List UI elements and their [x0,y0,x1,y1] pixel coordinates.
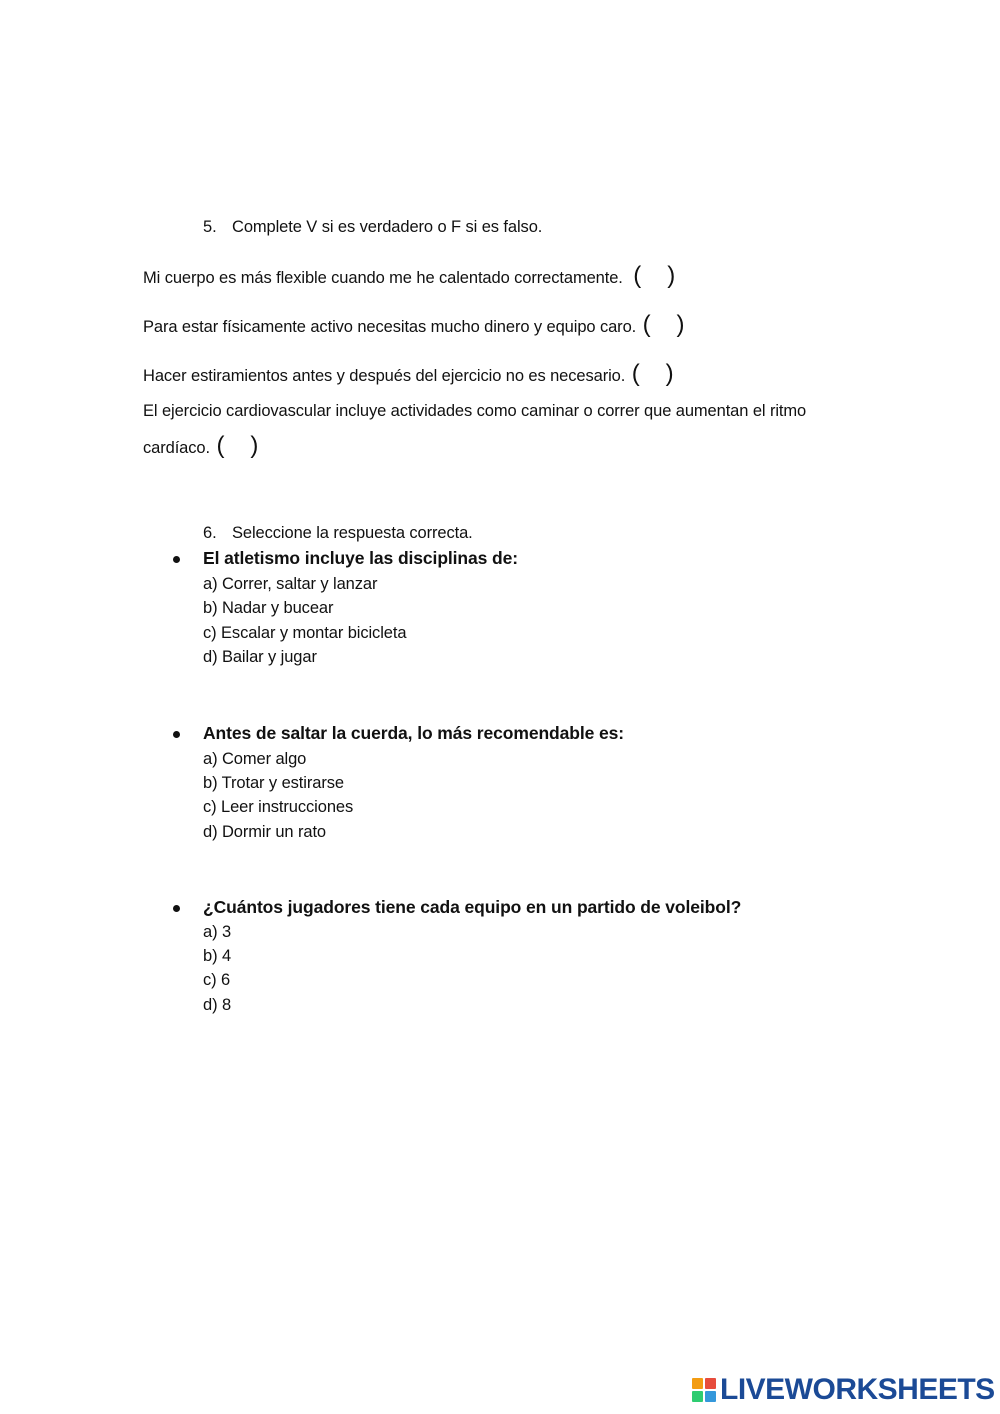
section-5-heading [203,218,542,237]
section-5-instruction: Complete V si es verdadero o F si es falso. [232,218,543,236]
tf-statement-3 [143,360,674,388]
q1-option-c[interactable]: c) Escalar y montar bicicleta [203,624,407,642]
liveworksheets-logo [692,1373,995,1407]
logo-square [692,1391,703,1402]
question-3: ¿Cuántos jugadores tiene cada equipo en un partido de voleibol? [203,897,742,917]
q2-option-d[interactable]: d) Dormir un rato [203,823,327,841]
logo-square [705,1378,716,1389]
answer-box-1[interactable]: ( ) [633,262,676,289]
q2-option-a[interactable]: a) Comer algo [203,750,307,768]
logo-square [705,1391,716,1402]
answer-box-2[interactable]: ( ) [642,311,685,338]
q1-option-a[interactable]: a) Correr, saltar y lanzar [203,575,378,593]
tf-statement-text: cardíaco. [143,439,210,457]
q1-option-d[interactable]: d) Bailar y jugar [203,648,317,666]
bullet [173,556,180,563]
tf-statement-text: Mi cuerpo es más flexible cuando me he calentado correctamente. [143,269,623,287]
logo-text: LIVEWORKSHEETS [720,1373,995,1406]
q3-option-b[interactable]: b) 4 [203,947,232,965]
tf-statement-2 [143,311,684,339]
tf-statement-4-line-2 [143,432,258,460]
answer-box-3[interactable]: ( ) [631,360,674,387]
section-6-heading [203,524,473,543]
section-5-number: 5. [203,218,217,236]
section-6-instruction: Seleccione la respuesta correcta. [232,524,473,542]
tf-statement-text: Hacer estiramientos antes y después del ejercicio no es necesario. [143,367,626,385]
q3-option-d[interactable]: d) 8 [203,996,232,1014]
q1-option-b[interactable]: b) Nadar y bucear [203,599,334,617]
q3-option-c[interactable]: c) 6 [203,971,231,989]
answer-box-4[interactable]: ( ) [216,432,259,459]
tf-statement-4-line-1: El ejercicio cardiovascular incluye actividades como caminar o correr que aumentan el ritmo [143,402,807,420]
q3-option-a[interactable]: a) 3 [203,923,232,941]
tf-statement-1 [143,262,675,290]
logo-grid-icon [692,1378,716,1402]
bullet [173,731,180,738]
q2-option-b[interactable]: b) Trotar y estirarse [203,774,344,792]
section-6-number: 6. [203,524,217,542]
logo-square [692,1378,703,1389]
tf-statement-text: Para estar físicamente activo necesitas mucho dinero y equipo caro. [143,318,637,336]
bullet [173,905,180,912]
question-2: Antes de saltar la cuerda, lo más recomendable es: [203,723,625,743]
question-1: El atletismo incluye las disciplinas de: [203,548,518,568]
q2-option-c[interactable]: c) Leer instrucciones [203,798,354,816]
